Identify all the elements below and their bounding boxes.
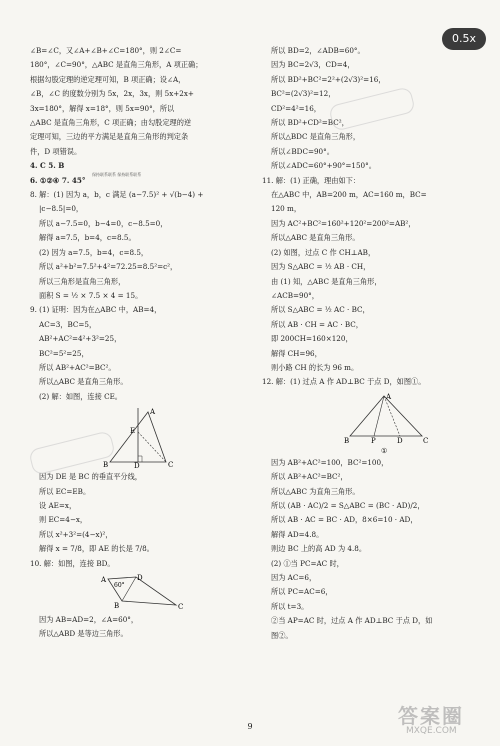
triangle-figure-12 (262, 392, 484, 454)
text-line: BC²=(2√3)²=12， (271, 89, 336, 99)
text-line: 所以 AB · CH = AC · BC， (271, 319, 363, 329)
text-line: 解得 x = 7/8，即 AE 的长是 7/8。 (39, 544, 154, 554)
text-line: ∠ACB=90°， (271, 290, 319, 300)
text-line: 由 (1) 知，△ABC 是直角三角形， (271, 276, 382, 286)
text-line: 所以△BDC 是直角三角形， (271, 132, 361, 142)
problem-9-heading: 9. (1) 证明：因为在△ABC 中，AB=4， (30, 305, 162, 315)
label-d: D (137, 574, 143, 582)
problem-12-heading: 12. 解：(1) 过点 A 作 AD⊥BC 于点 D，如图①。 (262, 377, 426, 387)
label-b: B (344, 436, 350, 445)
text-line: 因为 DE 是 BC 的垂直平分线， (39, 472, 142, 482)
label-d: D (134, 462, 140, 469)
text-line: 则边 BC 上的高 AD 为 4.8。 (271, 544, 367, 554)
text-line: 3x=180°，解得 x=18°，则 5x=90°，所以 (30, 103, 175, 113)
watermark-url: MXQE.COM (406, 726, 457, 736)
text-line: CD²=4²=16， (271, 103, 321, 113)
stamp-note: 保持联系联系 保持联系联系 (92, 172, 142, 177)
text-line: |c−8.5|=0， (39, 204, 84, 214)
text-line: AC=3，BC=5， (39, 319, 97, 329)
problem-11-heading: 11. 解：(1) 正确，理由如下： (262, 175, 361, 185)
quadrilateral-figure-10 (30, 573, 252, 611)
watermark (398, 700, 490, 740)
figure-problem-12 (262, 392, 484, 454)
figure-problem-10 (30, 573, 252, 611)
label-angle-60: 60° (114, 582, 125, 589)
text-line: AB²+AC²=4²+3²=25， (39, 334, 122, 344)
label-c: C (423, 436, 429, 445)
label-b: B (103, 461, 109, 469)
text-line: 则 EC=4−x， (39, 515, 88, 525)
problem-8-heading: 8. 解：(1) 因为 a，b，c 满足 (a−7.5)² + √(b−4) + (30, 190, 204, 200)
text-line: 解得 CH=96， (271, 348, 322, 358)
text-line: 图②。 (271, 630, 293, 640)
text-line: 因为 AB²+AC²=100，BC²=100， (271, 457, 389, 467)
label-p: P (371, 436, 376, 445)
text-line: (2) 因为 a=7.5，b=4，c=8.5， (39, 247, 149, 257)
text-line: 因为 AB=AD=2，∠A=60°， (39, 615, 139, 624)
label-e: E (130, 427, 136, 436)
text-line: 所以 S△ABC = ½ AC · BC， (271, 305, 370, 315)
text-line: 所以 a²+b²=7.5²+4²=72.25=8.5²=c²， (39, 262, 178, 272)
text-line: 在△ABC 中，AB=200 m，AC=160 m，BC= (271, 190, 427, 200)
text-line: 所以 (AB · AC)/2 = S△ABC = (BC · AD)/2， (271, 500, 425, 510)
text-line: (2) ①当 PC=AC 时， (271, 558, 344, 568)
text-line: 所以 BD²+BC²=2²+(2√3)²=16， (271, 74, 386, 84)
text-line: 因为 S△ABC = ½ AB · CH， (271, 262, 371, 272)
text-line: 所以∠ADC=60°+90°=150°。 (271, 161, 376, 171)
label-c: C (178, 603, 184, 611)
text-line: 所以 a−7.5=0，b−4=0，c−8.5=0， (39, 218, 168, 228)
label-b: B (114, 602, 120, 610)
text-line: 所以 PC=AC=6， (271, 587, 333, 597)
text-line: 180°，∠C=90°，△ABC 是直角三角形，A 项正确； (30, 60, 203, 70)
answer-4-5: 4. C 5. B (30, 161, 65, 171)
label-d: D (397, 436, 403, 445)
left-column (30, 44, 252, 642)
text-line: 因为 AC=6， (271, 573, 317, 582)
text-line: BC²=5²=25， (39, 348, 89, 358)
text-line: ②当 AP=AC 时，过点 A 作 AD⊥BC 于点 D，如 (271, 616, 433, 626)
label-a: A (150, 408, 156, 417)
text-line: 所以 AB²+AC²=BC²， (271, 472, 348, 482)
watermark-logo-text: 答案圈 (398, 704, 464, 728)
text-line: 所以∠BDC=90°。 (271, 146, 334, 156)
label-c: C (168, 461, 174, 469)
text-line: 120 m， (271, 204, 302, 214)
text-line: 定理可知，三边的平方满足是直角三角形的判定条 (30, 132, 189, 142)
label-a: A (101, 576, 107, 584)
playback-speed-badge[interactable]: 0.5x (442, 28, 486, 50)
text-line: (2) 解：如图，连接 CE。 (39, 391, 122, 401)
text-line: 根据勾股定理的逆定理可知，B 项正确；设∠A， (30, 74, 186, 84)
text-line: 解得 AD=4.8。 (271, 529, 324, 539)
text-line: 所以 x²+3²=(4−x)²， (39, 529, 113, 539)
text-line: 所以 t=3。 (271, 601, 309, 611)
problem-10-heading: 10. 解：如图，连接 BD。 (30, 558, 115, 568)
figure-caption: ① (381, 446, 388, 454)
segment-ad (384, 396, 400, 436)
text-line: 所以△ABC 是直角三角形。 (39, 377, 128, 387)
text-line: 设 AE=x， (39, 500, 77, 510)
text-line: 所以 BD²+CD²=BC²， (271, 118, 349, 128)
answer-6-7: 6. ①②④ 7. 45° (30, 175, 86, 185)
text-line: 所以 EC=EB。 (39, 486, 91, 496)
text-line: 解得 a=7.5，b=4，c=8.5。 (39, 233, 136, 243)
triangle-abc (350, 396, 422, 436)
text-line: ∠B=∠C，又∠A+∠B+∠C=180°，则 2∠C= (30, 46, 182, 55)
label-a: A (386, 392, 392, 401)
text-line: 所以 AB · AC = BC · AD，8×6=10 · AD， (271, 515, 418, 525)
text-line: 所以 BD=2，∠ADB=60°。 (271, 46, 365, 55)
text-line: 因为 AC²+BC²=160²+120²=200²=AB²， (271, 218, 416, 228)
page-number: 9 (247, 722, 253, 731)
text-line: 则小路 CH 的长为 96 m。 (271, 362, 359, 372)
text-line: 所以 AB²+AC²=BC²。 (39, 362, 116, 372)
text-line: 所以△ABC 是直角三角形。 (271, 233, 360, 243)
text-line: 所以△ABC 为直角三角形。 (271, 486, 360, 496)
text-line: 件，D 项错误。 (30, 146, 82, 156)
text-line: 面积 S = ½ × 7.5 × 4 = 15。 (39, 290, 143, 300)
text-line: 所以三角形是直角三角形， (39, 276, 126, 286)
segment-bd (122, 577, 136, 601)
text-line: 因为 BC=2√3，CD=4， (271, 60, 355, 70)
text-line: 即 200CH=160×120， (271, 334, 353, 344)
text-line: (2) 如图，过点 C 作 CH⊥AB， (271, 247, 376, 257)
right-column (262, 44, 484, 643)
text-line: ∠B，∠C 的度数分别为 5x，2x，3x，则 5x+2x+ (30, 89, 194, 99)
text-line: 所以△ABD 是等边三角形。 (39, 629, 128, 639)
text-line: △ABC 是直角三角形，C 项正确；由勾股定理的逆 (30, 118, 192, 128)
